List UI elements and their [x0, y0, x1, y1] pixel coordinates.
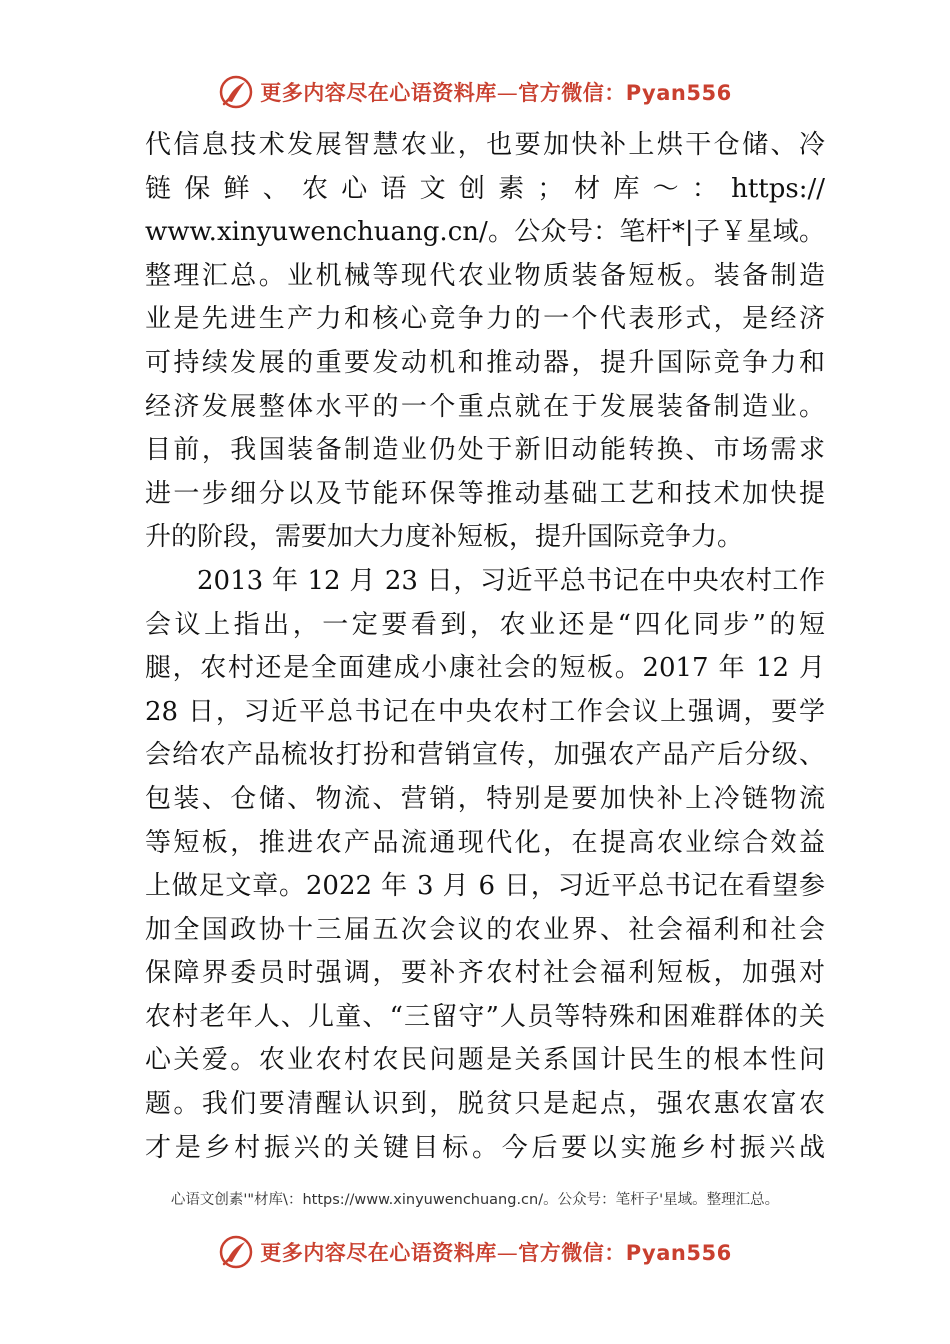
- banner-contact: 官方微信：Pyan556: [518, 1241, 732, 1265]
- text-line: 链 保 鲜 、 农 心 语 文 创 素 ； 材 库 ～ ： https://: [145, 173, 825, 204]
- text-line: 上做足文章。2022 年 3 月 6 日，习近平总书记在看望参: [145, 871, 825, 902]
- header-banner: [0, 70, 950, 114]
- text-line: 题。我们要清醒认识到，脱贫只是起点，强农惠农富农: [145, 1089, 825, 1120]
- text-line: 可持续发展的重要发动机和推动器，提升国际竞争力和: [145, 347, 825, 378]
- banner-separator: —: [496, 81, 519, 105]
- footer-banner: [0, 1230, 950, 1274]
- text-line: 28 日，习近平总书记在中央农村工作会议上强调，要学: [145, 696, 825, 727]
- text-line: 会给农产品梳妆打扮和营销宣传，加强农产品产后分级、: [145, 740, 825, 771]
- text-line: 加全国政协十三届五次会议的农业界、社会福利和社会: [145, 914, 825, 945]
- paragraph-1: [145, 124, 825, 560]
- brush-logo-icon: [218, 74, 254, 110]
- text-line: 代信息技术发展智慧农业，也要加快补上烘干仓储、冷: [145, 130, 825, 160]
- text-line: 包装、仓储、物流、营销，特别是要加快补上冷链物流: [145, 783, 825, 814]
- text-line: www.xinyuwenchuang.cn/。公众号：笔杆*|子￥星域。: [145, 217, 825, 248]
- text-line: 目前，我国装备制造业仍处于新旧动能转换、市场需求: [145, 435, 825, 466]
- text-line: 业是先进生产力和核心竞争力的一个代表形式，是经济: [145, 304, 825, 335]
- text-line: 腿，农村还是全面建成小康社会的短板。2017 年 12 月: [145, 653, 825, 684]
- footer-note: 心语文创素'"材库\：https://www.xinyuwenchuang.cn/。公众号：笔杆子'星域。整理汇总。: [170, 1192, 780, 1208]
- banner-title: 更多内容尽在心语资料库: [260, 81, 497, 105]
- text-line: 经济发展整体水平的一个重点就在于发展装备制造业。: [145, 391, 825, 422]
- text-line: 升的阶段，需要加大力度补短板，提升国际竞争力。: [145, 522, 744, 553]
- text-line: 保障界委员时强调，要补齐农村社会福利短板，加强对: [145, 958, 825, 989]
- text-line: 会议上指出，一定要看到，农业还是“四化同步”的短: [145, 609, 825, 640]
- text-line: 才是乡村振兴的关键目标。今后要以实施乡村振兴战: [145, 1132, 825, 1163]
- document-body: [145, 124, 825, 1170]
- brush-logo-icon: [218, 1234, 254, 1270]
- text-line: 等短板，推进农产品流通现代化，在提高农业综合效益: [145, 827, 825, 858]
- paragraph-2: [145, 560, 825, 1170]
- text-line: 农村老年人、儿童、“三留守”人员等特殊和困难群体的关: [145, 1001, 825, 1032]
- banner-separator: —: [496, 1241, 519, 1265]
- banner-title: 更多内容尽在心语资料库: [260, 1241, 497, 1265]
- text-line: 进一步细分以及节能环保等推动基础工艺和技术加快提: [145, 478, 825, 509]
- banner-contact: 官方微信：Pyan556: [518, 81, 732, 105]
- text-line: 整理汇总。业机械等现代农业物质装备短板。装备制造: [145, 260, 825, 291]
- text-line: 2013 年 12 月 23 日，习近平总书记在中央农村工作: [197, 565, 825, 596]
- text-line: 心关爱。农业农村农民问题是关系国计民生的根本性问: [145, 1045, 825, 1076]
